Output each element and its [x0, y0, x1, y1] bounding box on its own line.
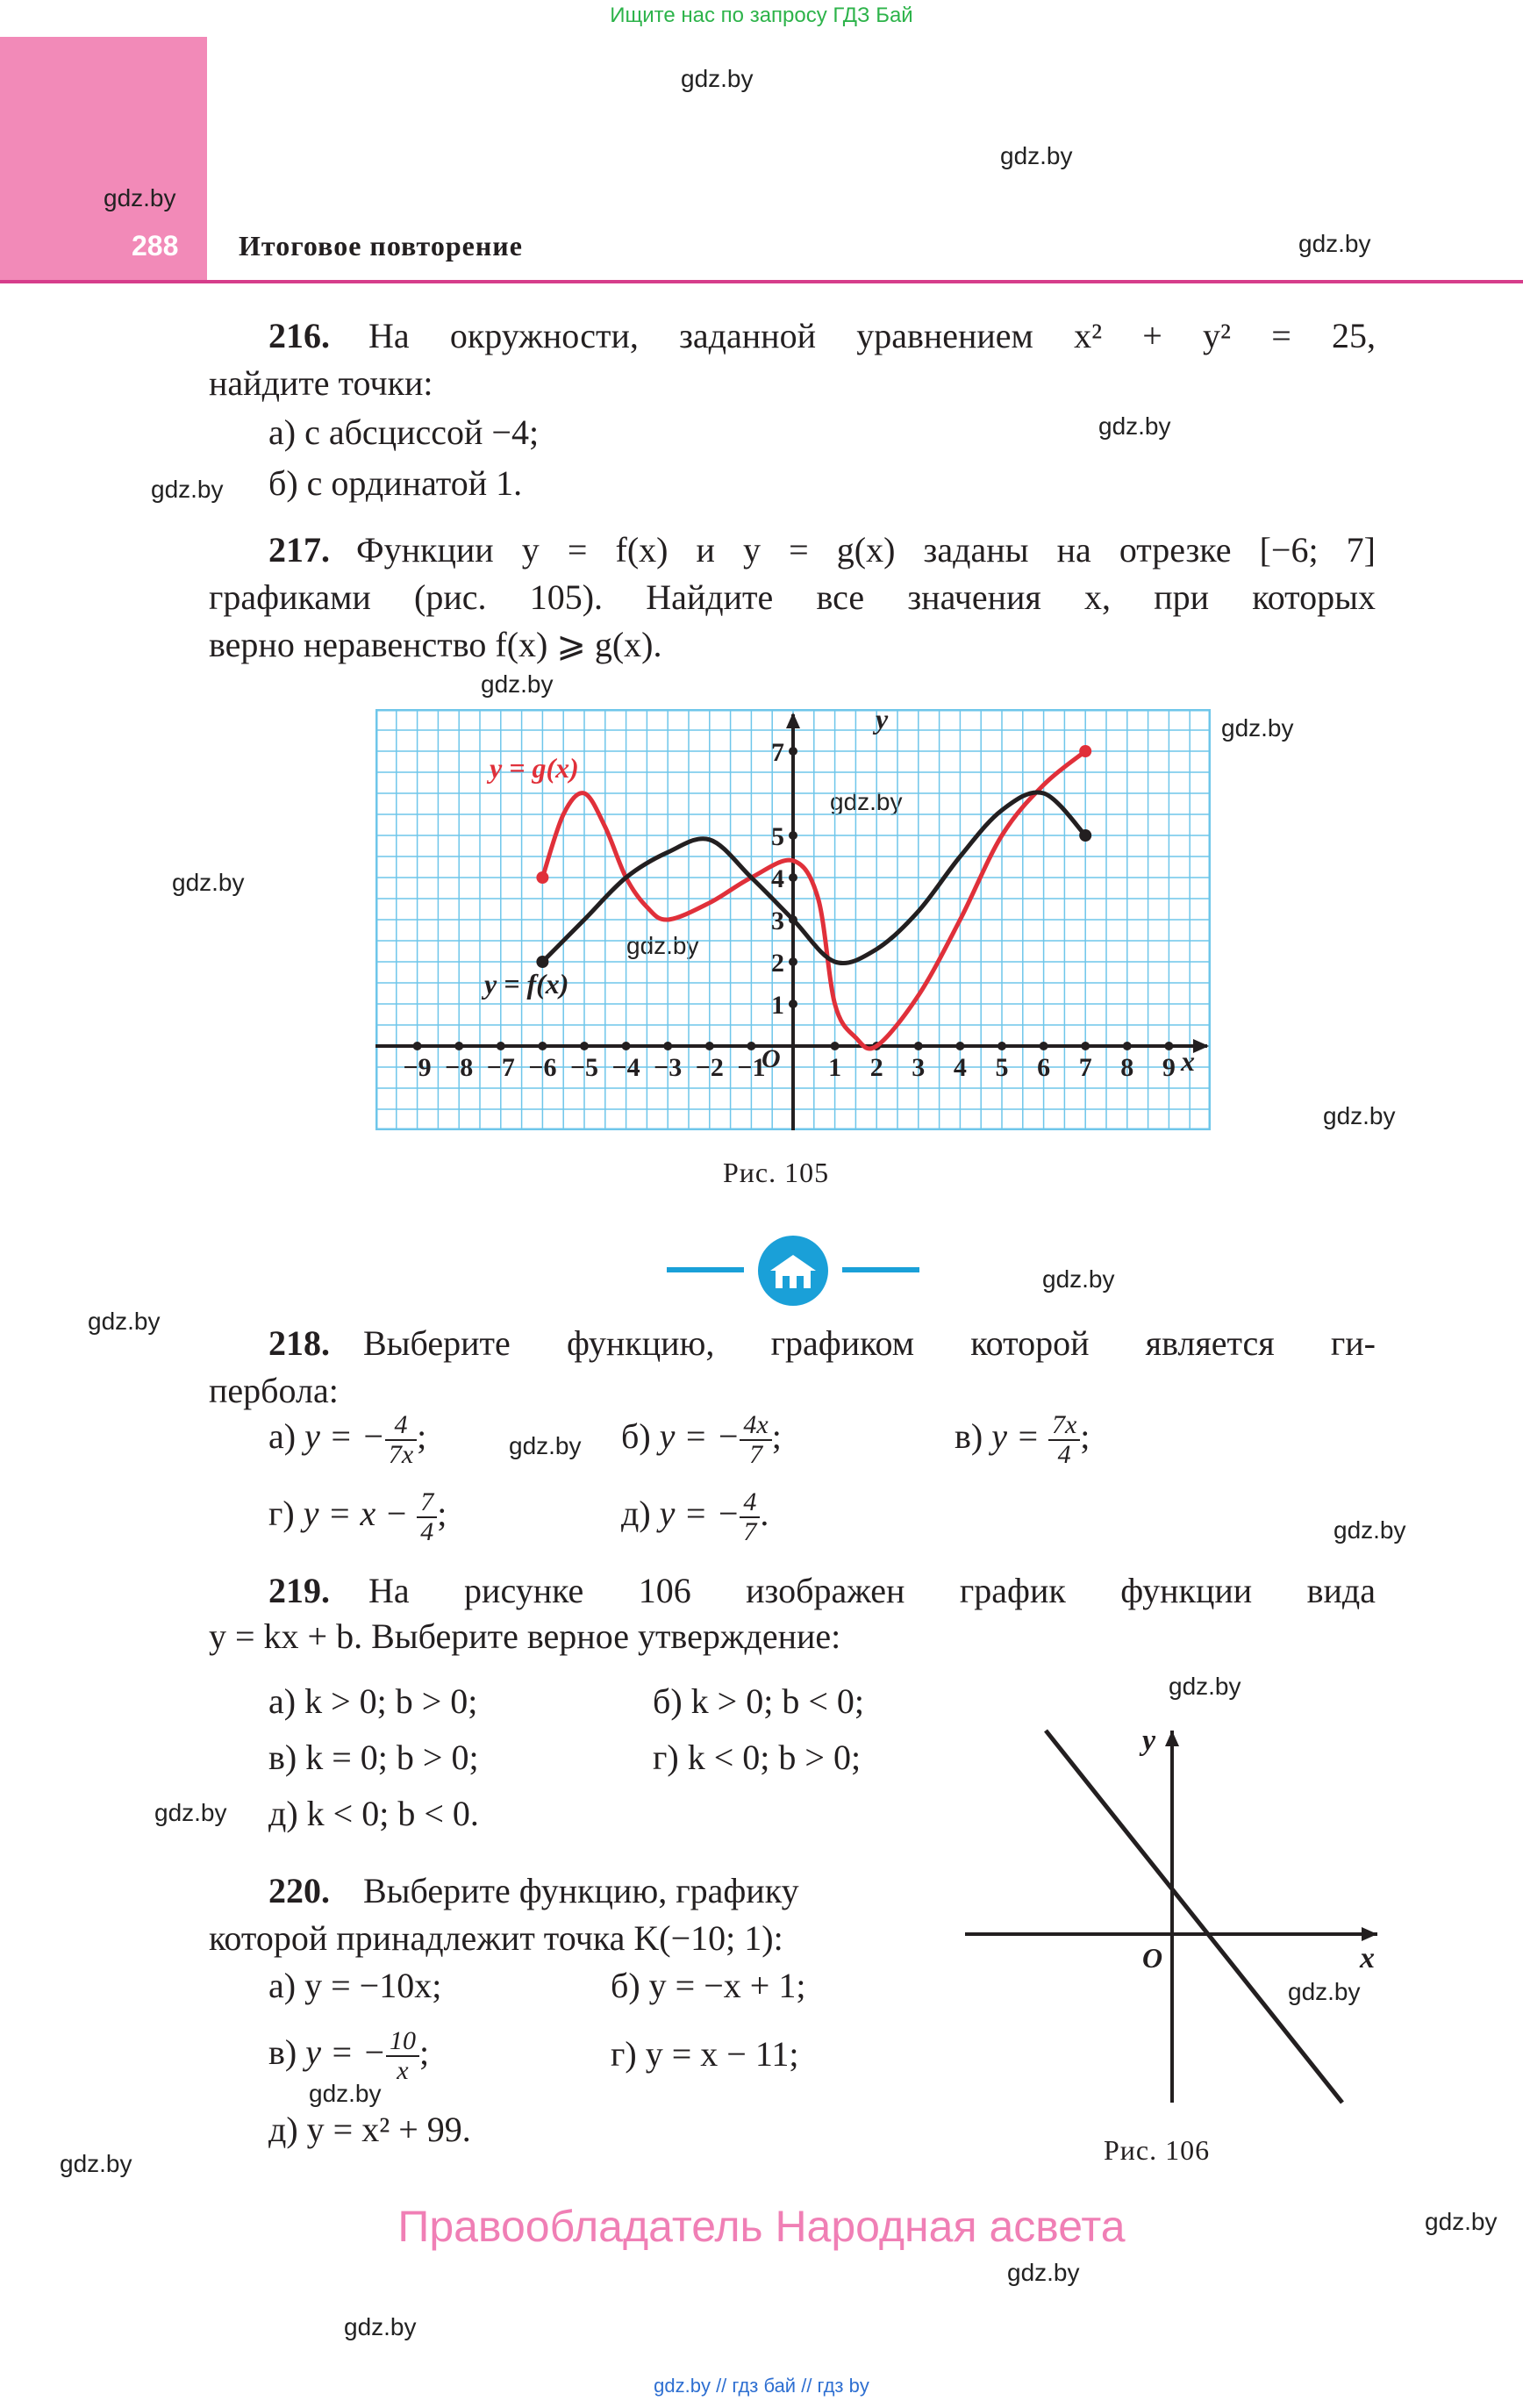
task-220-line2: которой принадлежит точка K(−10; 1):: [209, 1918, 783, 1958]
x-tick-mark: [538, 1042, 547, 1050]
y-tick-label: 7: [771, 738, 784, 767]
curve-g-label: y = g(x): [490, 752, 579, 784]
curve-g-end-point: [1079, 745, 1091, 757]
task-219-option-d: д) k < 0; b < 0.: [268, 1794, 479, 1833]
y-tick-label: 3: [771, 907, 784, 935]
task-220-number: 220.: [268, 1871, 330, 1910]
task-218-option-b: б) y = − $\frac{4x}{7}$ ;: [621, 1410, 782, 1469]
y-tick-mark: [789, 873, 797, 882]
task-220-option-d: д) y = x² + 99.: [268, 2110, 471, 2149]
watermark: gdz.by: [309, 2080, 382, 2107]
watermark: gdz.by: [88, 1308, 161, 1335]
task-216-number: 216.: [268, 316, 330, 355]
task-217-line2: графиками (рис. 105). Найдите все значения x, при которых: [209, 577, 1376, 617]
watermark: gdz.by: [104, 184, 176, 211]
x-tick-label: 2: [869, 1053, 883, 1082]
watermark: gdz.by: [509, 1432, 582, 1459]
task-218-option-g: г) y = x − $\frac{7}{4}$ ;: [268, 1487, 447, 1546]
y-axis-arrow: [786, 713, 800, 728]
x-tick-label: 9: [1162, 1053, 1176, 1082]
watermark: gdz.by: [830, 788, 903, 815]
task-219-number: 219.: [268, 1571, 330, 1610]
task-218-line2: пербола:: [209, 1371, 339, 1410]
y-tick-mark: [789, 1000, 797, 1008]
x-tick-label: −2: [695, 1053, 724, 1082]
origin-label: O: [762, 1044, 781, 1073]
y-axis-arrow: [1165, 1731, 1179, 1746]
x-tick-label: −9: [403, 1053, 432, 1082]
watermark: gdz.by: [344, 2313, 417, 2340]
watermark: gdz.by: [60, 2150, 132, 2177]
x-tick-mark: [454, 1042, 463, 1050]
task-220-option-g: г) y = x − 11;: [611, 2034, 799, 2074]
watermark: gdz.by: [1098, 412, 1171, 440]
task-219-option-a: а) k > 0; b > 0;: [268, 1681, 478, 1721]
x-tick-label: −5: [569, 1053, 599, 1082]
x-tick-mark: [663, 1042, 672, 1050]
figure-105-caption: Рис. 105: [723, 1157, 830, 1188]
x-tick-mark: [1123, 1042, 1132, 1050]
x-tick-mark: [497, 1042, 505, 1050]
task-219-option-b: б) k > 0; b < 0;: [653, 1681, 865, 1721]
watermark: gdz.by: [1169, 1673, 1241, 1700]
y-tick-mark: [789, 831, 797, 840]
origin-label: O: [1142, 1942, 1163, 1974]
x-tick-mark: [1164, 1042, 1173, 1050]
watermark: gdz.by: [1323, 1102, 1396, 1129]
task-219-option-v: в) k = 0; b > 0;: [268, 1738, 479, 1777]
task-218-option-d: д) y = − $\frac{4}{7}$ .: [621, 1487, 769, 1546]
section-title: Итоговое повторение: [239, 230, 523, 262]
watermark: gdz.by: [626, 932, 699, 959]
page-number: 288: [132, 230, 179, 262]
x-tick-mark: [1081, 1042, 1090, 1050]
task-216-line2: найдите точки:: [209, 363, 433, 403]
y-tick-label: 5: [771, 822, 784, 851]
x-tick-mark: [580, 1042, 589, 1050]
x-tick-mark: [831, 1042, 840, 1050]
task-217-line3: верно неравенство f(x) ⩾ g(x).: [209, 625, 662, 664]
x-tick-label: 7: [1078, 1053, 1092, 1082]
y-tick-mark: [789, 747, 797, 756]
task-216-option-b: б) с ординатой 1.: [268, 463, 523, 503]
task-220-option-v: в) y = − $\frac{10}{x}$ ;: [268, 2026, 430, 2085]
figure-106-graph: [956, 1711, 1395, 2115]
watermark: gdz.by: [154, 1799, 227, 1826]
x-tick-mark: [955, 1042, 964, 1050]
figure-106-caption: Рис. 106: [1104, 2134, 1211, 2166]
watermark: gdz.by: [1000, 142, 1073, 169]
watermark: gdz.by: [1221, 714, 1294, 742]
x-tick-label: 1: [828, 1053, 842, 1082]
task-219-option-g: г) k < 0; b > 0;: [653, 1738, 862, 1777]
y-tick-mark: [789, 957, 797, 966]
watermark: gdz.by: [1425, 2208, 1498, 2235]
x-tick-label: 8: [1120, 1053, 1134, 1082]
x-tick-label: −6: [528, 1053, 557, 1082]
y-tick-label: 1: [771, 991, 784, 1020]
curve-f-label: y = f(x): [484, 968, 569, 1000]
line-y-kx-b: [1046, 1731, 1342, 2103]
x-tick-label: −4: [611, 1053, 640, 1082]
header-divider: [0, 280, 1523, 283]
x-tick-label: 5: [995, 1053, 1009, 1082]
x-tick-mark: [1040, 1042, 1048, 1050]
x-tick-label: 3: [912, 1053, 926, 1082]
x-tick-label: −3: [654, 1053, 683, 1082]
x-tick-mark: [413, 1042, 422, 1050]
task-220-option-a: а) y = −10x;: [268, 1966, 442, 2005]
task-218-option-a: а) y = − $\frac{4}{7x}$ ;: [268, 1410, 427, 1469]
watermark: gdz.by: [1007, 2259, 1080, 2286]
y-tick-label: 4: [771, 864, 784, 893]
watermark: gdz.by: [681, 65, 754, 92]
task-217-line1: Функции y = f(x) и y = g(x) заданы на отрезке [−6; 7]: [356, 530, 1376, 570]
task-216-line1: На окружности, заданной уравнением x² + y² = 25,: [368, 316, 1376, 355]
task-218-line1: Выберите функцию, графиком которой является ги-: [363, 1323, 1376, 1363]
task-218-number: 218.: [268, 1323, 330, 1363]
x-tick-mark: [914, 1042, 923, 1050]
curve-f-start-point: [536, 956, 548, 968]
y-axis-label: y: [876, 709, 889, 735]
x-tick-label: 6: [1037, 1053, 1051, 1082]
curve-g-start-point: [536, 871, 548, 884]
top-banner[interactable]: Ищите нас по запросу ГДЗ Бай: [610, 4, 913, 27]
x-axis-label: x: [1360, 1942, 1375, 1974]
footer-links[interactable]: gdz.by // гдз бай // гдз by: [654, 2375, 869, 2397]
watermark: gdz.by: [172, 869, 245, 896]
x-tick-label: −8: [445, 1053, 474, 1082]
x-axis-label: x: [1181, 1045, 1195, 1077]
watermark: gdz.by: [1288, 1978, 1361, 2005]
y-tick-label: 2: [771, 949, 784, 978]
x-tick-label: −7: [486, 1053, 515, 1082]
x-tick-mark: [705, 1042, 714, 1050]
home-icon: [667, 1236, 919, 1306]
x-tick-mark: [997, 1042, 1006, 1050]
tick-labels: [404, 738, 1176, 1082]
task-220-option-b: б) y = −x + 1;: [611, 1966, 806, 2005]
watermark: gdz.by: [151, 476, 224, 503]
y-axis-label: y: [1142, 1724, 1156, 1757]
figure-105-graph: [375, 709, 1211, 1130]
x-tick-label: −1: [737, 1053, 766, 1082]
task-220-line1: Выберите функцию, графику: [363, 1871, 799, 1910]
watermark: gdz.by: [1334, 1516, 1406, 1544]
task-217-number: 217.: [268, 530, 330, 570]
x-tick-mark: [622, 1042, 631, 1050]
task-218-option-v: в) y = $\frac{7x}{4}$ ;: [955, 1410, 1090, 1469]
task-219-line1: На рисунке 106 изображен график функции вида: [368, 1571, 1376, 1610]
x-axis-arrow: [1362, 1927, 1377, 1941]
x-tick-label: 4: [953, 1053, 967, 1082]
task-219-line2: y = kx + b. Выберите верное утверждение:: [209, 1616, 841, 1656]
x-axis-arrow: [1193, 1039, 1209, 1053]
watermark: gdz.by: [1042, 1265, 1115, 1293]
curve-f-end-point: [1079, 829, 1091, 842]
x-tick-mark: [747, 1042, 755, 1050]
watermark: gdz.by: [1298, 230, 1371, 257]
task-216-option-a: а) с абсциссой −4;: [268, 412, 540, 452]
copyright-notice: Правообладатель Народная асвета: [397, 2202, 1126, 2251]
watermark: gdz.by: [481, 670, 554, 698]
